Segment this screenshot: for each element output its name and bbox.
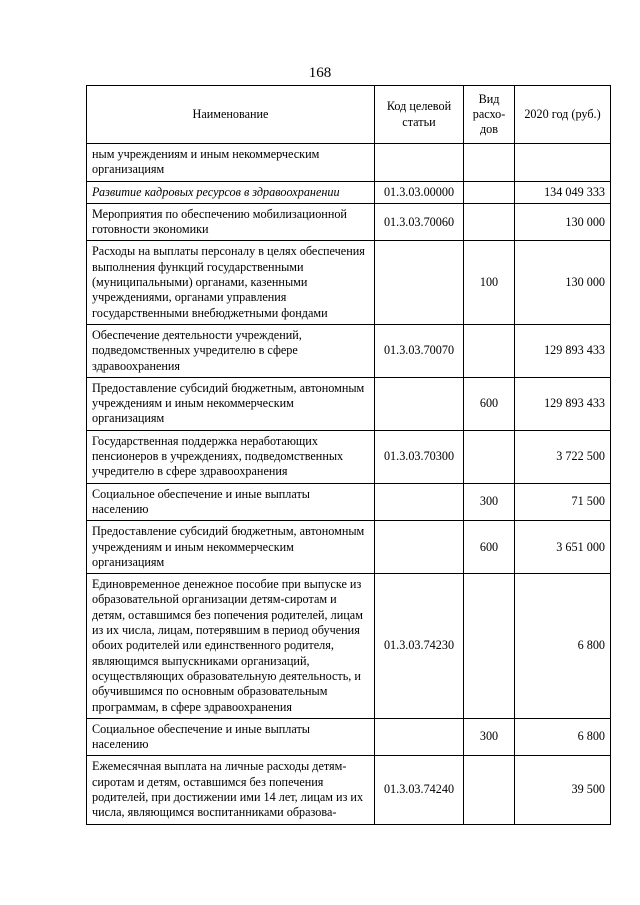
table-row: [87, 181, 611, 203]
table-row: [87, 430, 611, 483]
row-code: [375, 377, 464, 430]
row-name: Государственная поддержка неработающих пенсионеров в учреждениях, подведомственных учредителю в сфере здравоохранения: [87, 430, 375, 483]
row-sum: [515, 144, 611, 182]
row-kind: [464, 324, 515, 377]
row-sum: 129 893 433: [515, 377, 611, 430]
row-sum: 130 000: [515, 241, 611, 324]
table-row: [87, 521, 611, 574]
row-kind: 300: [464, 483, 515, 521]
row-sum: 3 651 000: [515, 521, 611, 574]
row-kind: [464, 203, 515, 241]
row-sum: 6 800: [515, 574, 611, 719]
row-kind: 100: [464, 241, 515, 324]
row-sum: 6 800: [515, 718, 611, 756]
header-name: Наименование: [87, 86, 375, 144]
budget-table: [86, 85, 611, 825]
page-number: 168: [308, 65, 332, 81]
row-code: 01.3.03.70060: [375, 203, 464, 241]
row-name: Развитие кадровых ресурсов в здравоохранении: [87, 181, 375, 203]
row-name: Мероприятия по обеспечению мобилизационной готовности экономики: [87, 203, 375, 241]
row-code: [375, 718, 464, 756]
row-kind: [464, 756, 515, 824]
row-name: Социальное обеспечение и иные выплаты населению: [87, 483, 375, 521]
row-sum: 71 500: [515, 483, 611, 521]
row-code: 01.3.03.00000: [375, 181, 464, 203]
row-name: Социальное обеспечение и иные выплаты населению: [87, 718, 375, 756]
table-row: [87, 203, 611, 241]
row-code: [375, 521, 464, 574]
table-row: [87, 241, 611, 324]
row-code: 01.3.03.70300: [375, 430, 464, 483]
row-kind: 300: [464, 718, 515, 756]
row-name: Предоставление субсидий бюджетным, автономным учреждениям и иным некоммерческим организациям: [87, 521, 375, 574]
header-code: Код целевой статьи: [375, 86, 464, 144]
row-sum: 39 500: [515, 756, 611, 824]
table-row: [87, 377, 611, 430]
table-row: [87, 144, 611, 182]
row-code: [375, 144, 464, 182]
row-sum: 130 000: [515, 203, 611, 241]
row-name: ным учреждениям и иным некоммерческим организациям: [87, 144, 375, 182]
row-kind: 600: [464, 521, 515, 574]
row-code: [375, 241, 464, 324]
table-row: [87, 483, 611, 521]
row-sum: 134 049 333: [515, 181, 611, 203]
row-code: 01.3.03.74230: [375, 574, 464, 719]
row-kind: [464, 181, 515, 203]
row-sum: 129 893 433: [515, 324, 611, 377]
row-code: 01.3.03.74240: [375, 756, 464, 824]
row-code: [375, 483, 464, 521]
row-name: Единовременное денежное пособие при выпуске из образовательной организации детям-сиротам и детям, оставшимся без попечения родителей, лицам из их числа, лицам, потерявшим в период обучения обоих родителей или единственного родителя, являющимся выпускниками организаций, осуществляющих образовательную деятельность, и обучившимся по основным образовательным программам, в сфере здравоохранения: [87, 574, 375, 719]
row-kind: [464, 574, 515, 719]
table-row: [87, 574, 611, 719]
row-code: 01.3.03.70070: [375, 324, 464, 377]
header-sum: 2020 год (руб.): [515, 86, 611, 144]
row-kind: [464, 144, 515, 182]
row-name: Расходы на выплаты персоналу в целях обеспечения выполнения функций государственными (муниципальными) органами, казенными учреждениями, органами управления государственными внебюджетными фондами: [87, 241, 375, 324]
table-row: [87, 756, 611, 824]
row-name: Обеспечение деятельности учреждений, подведомственных учредителю в сфере здравоохранения: [87, 324, 375, 377]
row-name: Ежемесячная выплата на личные расходы детям-сиротам и детям, оставшимся без попечения родителей, при достижении ими 14 лет, лицам из их числа, являющимся воспитанниками образова-: [87, 756, 375, 824]
header-kind: Вид расхо-дов: [464, 86, 515, 144]
row-name: Предоставление субсидий бюджетным, автономным учреждениям и иным некоммерческим организациям: [87, 377, 375, 430]
row-kind: [464, 430, 515, 483]
table-row: [87, 718, 611, 756]
table-body: [87, 144, 611, 825]
table-row: [87, 324, 611, 377]
table-header-row: [87, 86, 611, 144]
row-kind: 600: [464, 377, 515, 430]
row-sum: 3 722 500: [515, 430, 611, 483]
